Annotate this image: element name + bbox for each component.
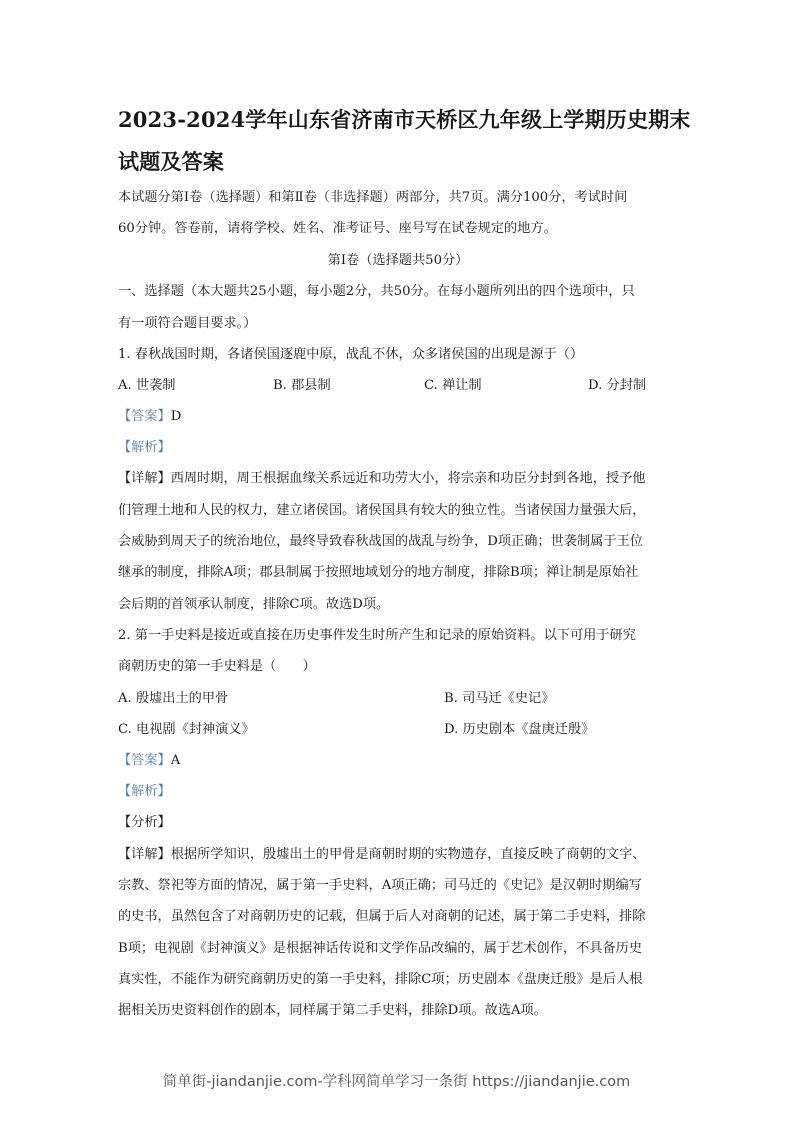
question-2-stem-line: 2. 第一手史料是接近或直接在历史事件发生时所产生和记录的原始资料。以下可用于研究 xyxy=(118,628,636,643)
question-2-stem-line: 商朝历史的第一手史料是（ ） xyxy=(118,659,316,674)
question-1-stem: 1. 春秋战国时期，各诸侯国逐鹿中原，战乱不休，众多诸侯国的出现是源于（） xyxy=(118,347,584,362)
question-2-answer xyxy=(118,749,180,768)
question-2-option-b: B. 司马迁《史记》 xyxy=(444,691,555,706)
document-title-line-2: 试题及答案 xyxy=(118,149,224,174)
question-2-detail-line: 【详解】根据所学知识，殷墟出土的甲骨是商朝时期的实物遗存，直接反映了商朝的文字、 xyxy=(118,847,646,862)
question-2-detail-line: 的史书，虽然包含了对商朝历史的记载，但属于后人对商朝的记述，属于第二手史料，排除 xyxy=(118,909,646,924)
answer-value: A xyxy=(170,753,181,768)
question-2-option-a: A. 殷墟出土的甲骨 xyxy=(118,691,229,706)
question-1-detail-line: 们管理土地和人民的权力，建立诸侯国。诸侯国具有较大的独立性。当诸侯国力量强大后， xyxy=(118,503,646,518)
question-1-detail-line: 会后期的首领承认制度，排除C项。故选D项。 xyxy=(118,597,390,612)
question-1-option-a: A. 世袭制 xyxy=(118,378,176,393)
answer-label: 【答案】 xyxy=(118,409,171,424)
question-1-option-c: C. 禅让制 xyxy=(424,378,482,393)
section-heading: 第Ⅰ卷（选择题共50分） xyxy=(327,253,469,268)
question-2-detail-line: 宗教、祭祀等方面的情况，属于第一手史料，A项正确；司马迁的《史记》是汉朝时期编写 xyxy=(118,878,642,893)
question-1-answer xyxy=(118,405,181,424)
intro-line-2: 60分钟。答卷前，请将学校、姓名、准考证号、座号写在试卷规定的地方。 xyxy=(118,221,557,236)
instructions-line-2: 有一项符合题目要求。） xyxy=(118,316,257,331)
question-1-analysis-label: 【解析】 xyxy=(118,440,171,455)
question-2-option-c: C. 电视剧《封神演义》 xyxy=(118,722,255,737)
question-1-detail-line: 【详解】西周时期，周王根据血缘关系远近和功劳大小，将宗亲和功臣分封到各地，授予他 xyxy=(118,471,646,486)
question-1-detail-line: 会威胁到周天子的统治地位，最终导致春秋战国的战乱与纷争，D项正确；世袭制属于王位 xyxy=(118,534,643,549)
answer-label: 【答案】 xyxy=(118,753,171,768)
question-2-subanalysis-label: 【分析】 xyxy=(118,815,171,830)
answer-value: D xyxy=(170,409,182,424)
footer-watermark[interactable]: 简单街-jiandanjie.com-学科网简单学习一条街 https://jiandanjie.com xyxy=(162,1074,631,1090)
question-2-analysis-label: 【解析】 xyxy=(118,784,171,799)
question-1-option-b: B. 郡县制 xyxy=(273,378,331,393)
question-1-option-d: D. 分封制 xyxy=(588,378,647,393)
question-2-detail-line: 真实性，不能作为研究商朝历史的第一手史料，排除C项；历史剧本《盘庚迁殷》是后人根 xyxy=(118,972,643,987)
intro-line-1: 本试题分第Ⅰ卷（选择题）和第Ⅱ卷（非选择题）两部分，共7页。满分100分，考试时间 xyxy=(118,190,628,205)
question-2-detail-line: B项；电视剧《封神演义》是根据神话传说和文学作品改编的，属于艺术创作，不具备历史 xyxy=(118,941,642,956)
document-title-line-1: 2023-2024学年山东省济南市天桥区九年级上学期历史期末 xyxy=(118,107,691,132)
question-2-detail-line: 据相关历史资料创作的剧本，同样属于第二手史料，排除D项。故选A项。 xyxy=(118,1003,547,1018)
question-2-option-d: D. 历史剧本《盘庚迁殷》 xyxy=(444,722,595,737)
question-1-detail-line: 继承的制度，排除A项；郡县制属于按照地域划分的地方制度，排除B项；禅让制是原始社 xyxy=(118,565,639,580)
instructions-line-1: 一、选择题（本大题共25小题，每小题2分，共50分。在每小题所列出的四个选项中，只 xyxy=(118,284,635,299)
